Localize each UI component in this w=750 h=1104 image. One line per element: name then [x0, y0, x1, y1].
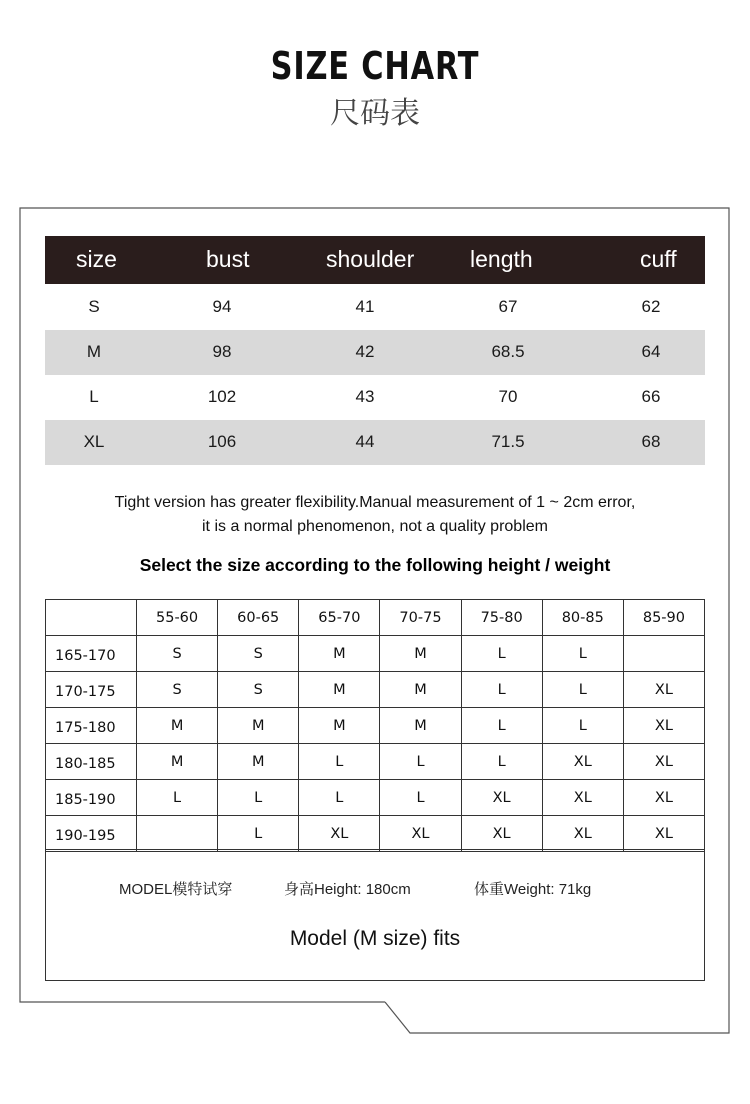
shoulder-cell: 42: [355, 342, 375, 361]
size-cell: XL: [623, 816, 704, 852]
size-cell: M: [299, 636, 380, 672]
size-cell: S: [218, 672, 299, 708]
model-label: MODEL模特试穿: [119, 881, 233, 898]
bust-cell: 106: [207, 432, 237, 451]
weight-header: 70-75: [380, 600, 461, 636]
hw-row: [46, 744, 705, 780]
size-cell: [137, 816, 218, 852]
size-cell: XL: [623, 744, 704, 780]
size-cell: L: [542, 672, 623, 708]
size-cell: [623, 636, 704, 672]
hw-header-row: [46, 600, 705, 636]
shoulder-cell: 44: [355, 432, 375, 451]
size-row: [45, 330, 705, 375]
size-cell: XL: [461, 780, 542, 816]
size-row: [45, 285, 705, 330]
size-cell: M: [380, 708, 461, 744]
model-height: 身高Height: 180cm: [284, 881, 411, 898]
size-cell: L: [542, 636, 623, 672]
size-cell: XL: [299, 816, 380, 852]
length-cell: 71.5: [491, 432, 525, 451]
bust-cell: 98: [212, 342, 232, 361]
height-header: 180-185: [46, 744, 137, 780]
height-header: 165-170: [46, 636, 137, 672]
length-cell: 68.5: [491, 342, 525, 361]
size-cell: L: [461, 672, 542, 708]
length-cell: 67: [498, 297, 518, 316]
size-cell: L: [461, 708, 542, 744]
cuff-cell: 66: [641, 387, 661, 406]
size-cell: S: [218, 636, 299, 672]
weight-header: 55-60: [137, 600, 218, 636]
size-cell: L: [542, 708, 623, 744]
col-bust: bust: [206, 246, 250, 272]
corner-cell: [46, 600, 137, 636]
size-cell: L: [218, 816, 299, 852]
size-cell: L: [299, 744, 380, 780]
weight-header: 60-65: [218, 600, 299, 636]
size-cell: L: [461, 636, 542, 672]
note-line-1: Tight version has greater flexibility.Manual measurement of 1 ~ 2cm error,: [114, 494, 636, 511]
model-fits-text: Model (M size) fits: [289, 927, 461, 950]
size-cell: M: [218, 744, 299, 780]
bust-cell: 94: [212, 297, 232, 316]
size-table-header: [45, 236, 705, 284]
size-cell: XL: [542, 816, 623, 852]
size-cell: M: [137, 744, 218, 780]
height-header: 190-195: [46, 816, 137, 852]
cuff-cell: 62: [641, 297, 661, 316]
height-header: 170-175: [46, 672, 137, 708]
size-cell: M: [380, 636, 461, 672]
length-cell: 70: [498, 387, 518, 406]
weight-header: 85-90: [623, 600, 704, 636]
note-line-2: it is a normal phenomenon, not a quality problem: [202, 518, 548, 535]
size-cell: M: [299, 672, 380, 708]
hw-row: [46, 816, 705, 852]
height-header: 185-190: [46, 780, 137, 816]
height-header: 175-180: [46, 708, 137, 744]
size-cell: S: [88, 297, 100, 316]
weight-header: 75-80: [461, 600, 542, 636]
shoulder-cell: 41: [355, 297, 375, 316]
size-cell: L: [461, 744, 542, 780]
size-cell: L: [299, 780, 380, 816]
cuff-cell: 64: [641, 342, 661, 361]
size-row: [45, 420, 705, 465]
model-info-box: [45, 849, 705, 981]
size-cell: XL: [623, 708, 704, 744]
col-shoulder: shoulder: [326, 246, 415, 272]
size-cell: L: [137, 780, 218, 816]
size-cell: XL: [542, 780, 623, 816]
size-cell: XL: [623, 780, 704, 816]
hw-row: [46, 636, 705, 672]
hw-row: [46, 672, 705, 708]
size-cell: M: [86, 342, 102, 361]
hw-row: [46, 780, 705, 816]
size-cell: M: [218, 708, 299, 744]
model-weight: 体重Weight: 71kg: [474, 881, 592, 898]
size-cell: L: [380, 780, 461, 816]
col-length: length: [470, 246, 533, 272]
size-cell: XL: [380, 816, 461, 852]
weight-header: 65-70: [299, 600, 380, 636]
size-cell: XL: [461, 816, 542, 852]
col-size: size: [76, 246, 117, 272]
hw-row: [46, 708, 705, 744]
size-cell: L: [218, 780, 299, 816]
shoulder-cell: 43: [355, 387, 375, 406]
size-row: [45, 375, 705, 420]
page-title: SIZE CHART: [270, 44, 480, 88]
size-cell: M: [137, 708, 218, 744]
size-cell: S: [137, 672, 218, 708]
height-weight-table: [45, 599, 705, 852]
weight-header: 80-85: [542, 600, 623, 636]
size-cell: XL: [83, 432, 105, 451]
size-cell: M: [299, 708, 380, 744]
size-cell: XL: [542, 744, 623, 780]
size-cell: L: [89, 387, 99, 406]
page-subtitle: 尺码表: [330, 96, 420, 131]
size-cell: XL: [623, 672, 704, 708]
cuff-cell: 68: [641, 432, 661, 451]
size-cell: M: [380, 672, 461, 708]
select-size-heading: Select the size according to the following height / weight: [139, 555, 611, 575]
bust-cell: 102: [207, 387, 237, 406]
size-cell: S: [137, 636, 218, 672]
col-cuff: cuff: [640, 246, 677, 272]
size-cell: L: [380, 744, 461, 780]
